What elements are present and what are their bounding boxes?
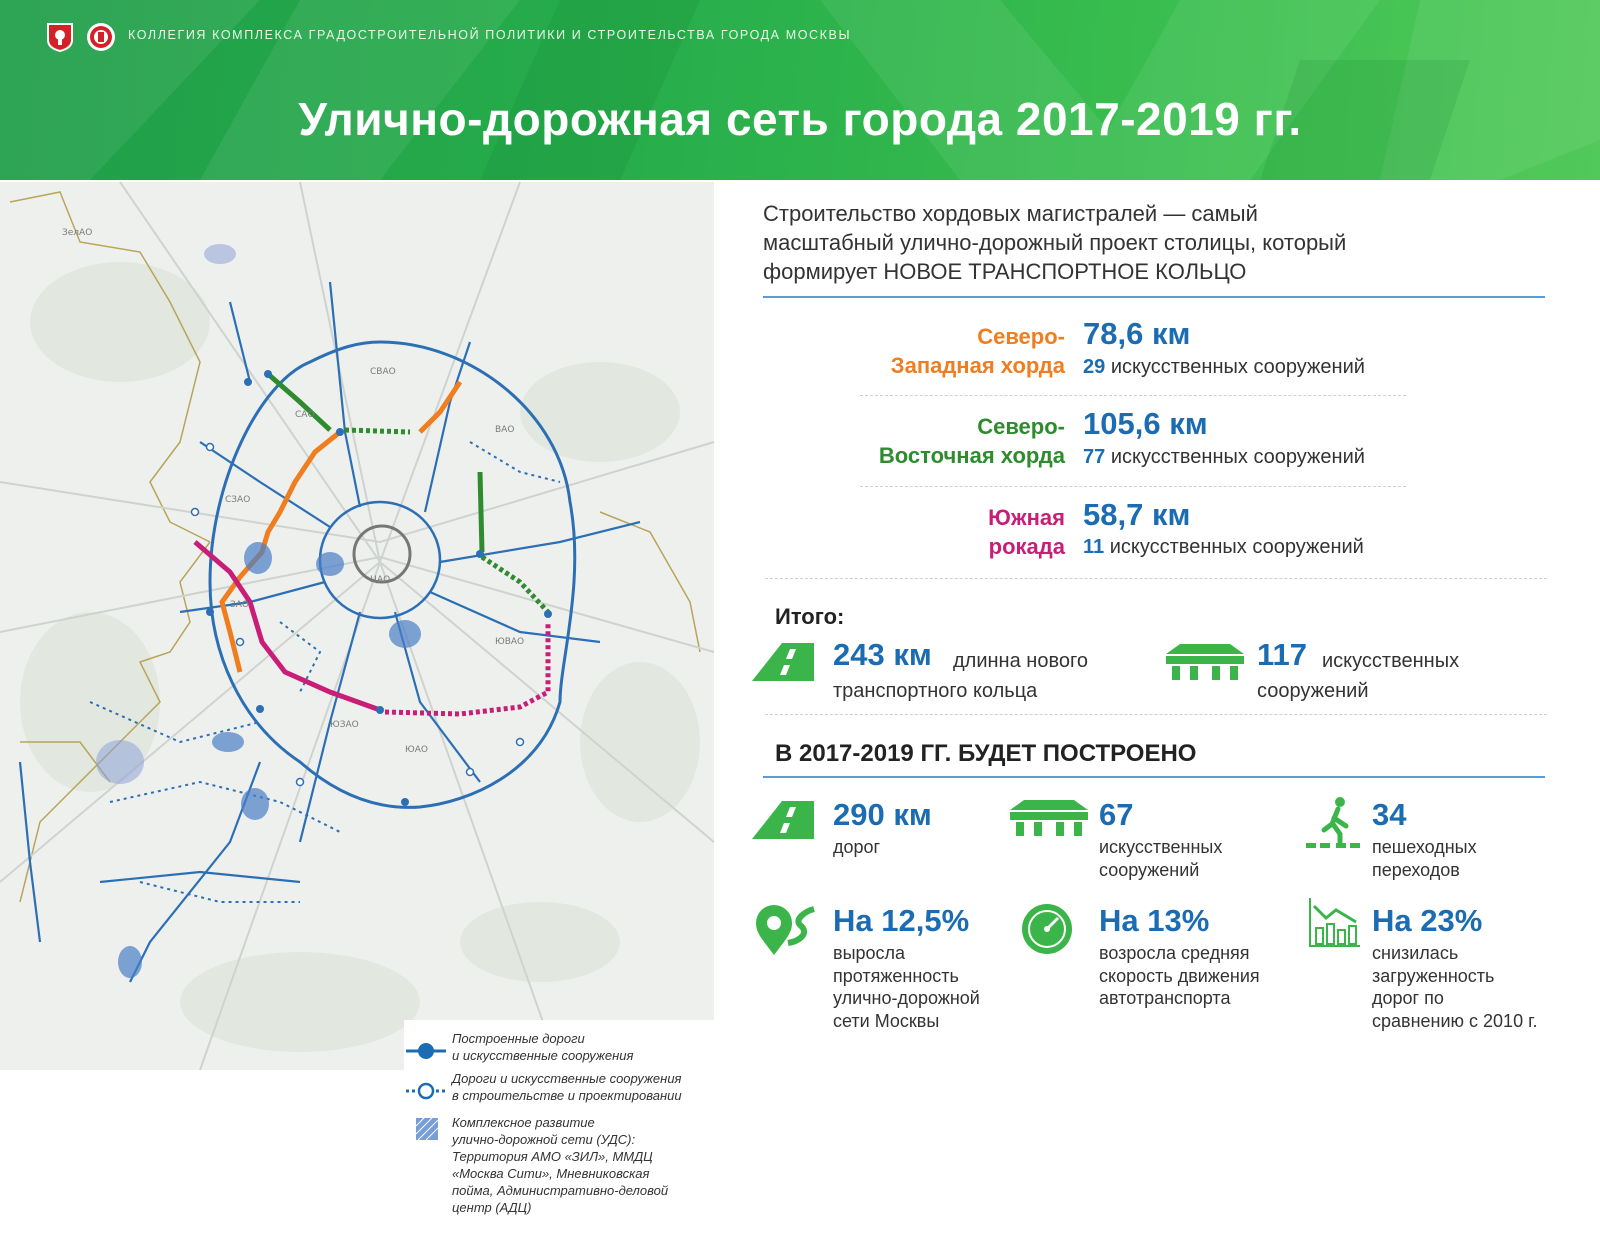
stat-congestion-desc: снизилась загруженность дорог по сравнению с 2010 г. (1372, 943, 1538, 1031)
total-structures-value: 117 (1257, 637, 1308, 672)
collegium-emblem-icon (86, 22, 116, 52)
total-km-desc-1: длинна нового (953, 650, 1088, 672)
north-zone-area (204, 244, 236, 264)
legend-built-text: Построенные дороги и искусственные сооружения (452, 1031, 634, 1063)
chart-down-icon (1308, 898, 1362, 948)
page-title: Улично-дорожная сеть города 2017-2019 гг. (298, 93, 1302, 145)
legend-complex-text: Комплексное развитие улично-дорожной сети (УДС): Территория АМО «ЗИЛ», ММДЦ «Москва Сити», Мневниковская пойма, Административно-деловой центр (АДЦ) (452, 1115, 669, 1215)
stat-roads-desc: дорог (833, 837, 881, 857)
label-svao: СВАО (370, 367, 396, 377)
stat-network-growth-value: На 12,5% (833, 903, 970, 938)
label-yuzao: ЮЗАО (330, 720, 359, 730)
built-line-icon (404, 1036, 448, 1066)
chord-south-name: Южная рокада (988, 505, 1065, 559)
total-km-desc-2: транспортного кольца (833, 680, 1038, 702)
totals-bottom-divider (765, 714, 1547, 715)
pedestrian-icon (1306, 796, 1362, 848)
label-vao: ВАО (495, 425, 515, 435)
total-structures-desc-2: сооружений (1257, 680, 1369, 702)
chord-south-structures: 11 искусственных сооружений (1083, 536, 1364, 558)
chord-northwest-km: 78,6 км (1083, 316, 1191, 351)
stat-speed-desc: возросла средняя скорость движения автотранспорта (1099, 943, 1260, 1008)
chord-divider-1 (860, 395, 1406, 396)
chord-northwest-structures: 29 искусственных сооружений (1083, 356, 1365, 378)
legend-built-row (404, 1030, 633, 1066)
build-section-title: В 2017-2019 ГГ. БУДЕТ ПОСТРОЕНО (775, 740, 1197, 767)
intro-line-3: формирует НОВОЕ ТРАНСПОРТНОЕ КОЛЬЦО (763, 259, 1247, 284)
route-pin-icon (754, 903, 816, 955)
label-uvao: ЮВАО (495, 637, 525, 647)
header-pattern (0, 0, 1600, 180)
legend-progress-row (404, 1070, 682, 1106)
build-divider (763, 776, 1545, 778)
label-yuao: ЮАО (405, 745, 428, 755)
stat-structures-value: 67 (1099, 797, 1134, 832)
stat-crossings-desc: пешеходных переходов (1372, 837, 1477, 880)
label-cao: ЦАО (370, 575, 391, 585)
stat-roads-value: 290 км (833, 797, 932, 832)
overpass-icon (1166, 644, 1244, 680)
total-km-value: 243 км (833, 637, 932, 672)
label-sao: САО (295, 410, 315, 420)
legend-complex-row (404, 1114, 668, 1216)
intro-line-2: масштабный улично-дорожный проект столицы, который (763, 230, 1347, 255)
map-drawing (0, 182, 714, 1070)
organization-name: КОЛЛЕГИЯ КОМПЛЕКСА ГРАДОСТРОИТЕЛЬНОЙ ПОЛИТИКИ И СТРОИТЕЛЬСТВА ГОРОДА МОСКВЫ (128, 28, 852, 42)
map-legend (404, 1020, 714, 1242)
total-structures-desc-1: искусственных (1322, 650, 1460, 672)
chord-northwest-name: Северо- Западная хорда (890, 324, 1065, 378)
speedometer-icon (1020, 902, 1074, 956)
hatched-area-icon (404, 1116, 448, 1146)
intro-divider (763, 296, 1545, 298)
chord-northeast-structures: 77 искусственных сооружений (1083, 446, 1365, 468)
overpass-icon (1010, 800, 1088, 836)
label-zelao: ЗелАО (62, 228, 93, 238)
industrial-zone-area (96, 740, 144, 784)
stat-speed-value: На 13% (1099, 903, 1210, 938)
totals-label: Итого: (775, 604, 845, 629)
legend-progress-text: Дороги и искусственные сооружения в строительстве и проектировании (452, 1071, 682, 1103)
chords-bottom-divider (765, 578, 1547, 579)
planned-line-icon (404, 1076, 448, 1106)
stat-congestion-value: На 23% (1372, 903, 1483, 938)
road-icon (752, 643, 814, 681)
moscow-coat-of-arms-icon (46, 22, 74, 52)
road-icon (752, 801, 814, 839)
stat-crossings-value: 34 (1372, 797, 1407, 832)
chord-northeast-km: 105,6 км (1083, 406, 1208, 441)
stat-structures-desc: искусственных сооружений (1099, 837, 1223, 880)
chord-divider-2 (860, 486, 1406, 487)
chord-northeast-name: Северо- Восточная хорда (878, 414, 1065, 468)
label-zao: ЗАО (230, 600, 250, 610)
intro-text (763, 199, 1483, 286)
label-szao: СЗАО (225, 495, 251, 505)
intro-line-1: Строительство хордовых магистралей — самый (763, 201, 1258, 226)
northeast-chord-line (480, 472, 482, 552)
road-network-map (0, 182, 714, 1215)
chord-south-km: 58,7 км (1083, 497, 1191, 532)
stat-network-growth-desc: выросла протяженность улично-дорожной сети Москвы (833, 943, 980, 1031)
header-banner (0, 0, 1600, 180)
